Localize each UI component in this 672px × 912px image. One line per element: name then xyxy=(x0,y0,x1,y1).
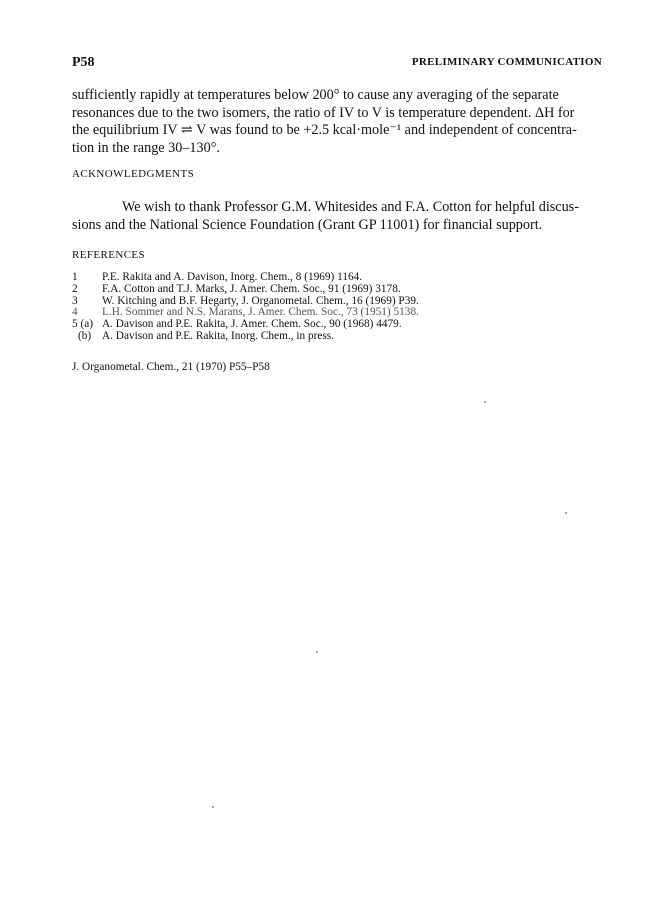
scan-speck xyxy=(316,651,318,653)
reference-number: 3 xyxy=(72,294,78,307)
reference-text: P.E. Rakita and A. Davison, Inorg. Chem., 8 (1969) 1164. xyxy=(102,271,363,283)
paragraph-line: sufficiently rapidly at temperatures below 200° to cause any averaging of the separate xyxy=(72,87,559,103)
reference-number: 4 xyxy=(72,306,78,319)
reference-text: L.H. Sommer and N.S. Marans, J. Amer. Chem. Soc., 73 (1951) 5138. xyxy=(102,306,419,319)
body-paragraph xyxy=(72,87,612,157)
references-list xyxy=(72,272,419,343)
paragraph-line: the equilibrium IV ⇌ V was found to be +2.5 kcal·mole⁻¹ and independent of concentra- xyxy=(72,122,577,138)
reference-text: A. Davison and P.E. Rakita, J. Amer. Chem. Soc., 90 (1968) 4479. xyxy=(102,318,402,331)
acknowledgments-heading: ACKNOWLEDGMENTS xyxy=(72,168,195,180)
scan-speck xyxy=(484,401,486,403)
reference-number: (b) xyxy=(78,329,92,342)
reference-number: 1 xyxy=(72,271,78,283)
references-heading: REFERENCES xyxy=(72,249,146,261)
acknowledgments-paragraph xyxy=(72,199,612,234)
reference-text: W. Kitching and B.F. Hegarty, J. Organometal. Chem., 16 (1969) P39. xyxy=(102,294,419,307)
reference-item xyxy=(72,284,419,296)
reference-text: A. Davison and P.E. Rakita, Inorg. Chem., in press. xyxy=(102,329,334,342)
reference-text: F.A. Cotton and T.J. Marks, J. Amer. Chem. Soc., 91 (1969) 3178. xyxy=(102,282,401,295)
reference-number: 5 (a) xyxy=(72,318,94,331)
paragraph-line: sions and the National Science Foundation (Grant GP 11001) for financial support. xyxy=(72,216,543,233)
paragraph-line: tion in the range 30–130°. xyxy=(72,139,220,156)
paragraph-line: We wish to thank Professor G.M. Whitesides and F.A. Cotton for helpful discus- xyxy=(122,199,579,215)
paragraph-line: resonances due to the two isomers, the ratio of IV to V is temperature dependent. ΔH for xyxy=(72,104,575,121)
running-title: PRELIMINARY COMMUNICATION xyxy=(411,56,602,68)
page-number: P58 xyxy=(72,55,95,70)
scan-speck xyxy=(212,806,214,808)
reference-number: 2 xyxy=(72,282,78,295)
page-header xyxy=(72,55,602,71)
scan-speck xyxy=(565,512,567,514)
journal-citation: J. Organometal. Chem., 21 (1970) P55–P58 xyxy=(72,361,270,373)
reference-item xyxy=(72,331,419,343)
